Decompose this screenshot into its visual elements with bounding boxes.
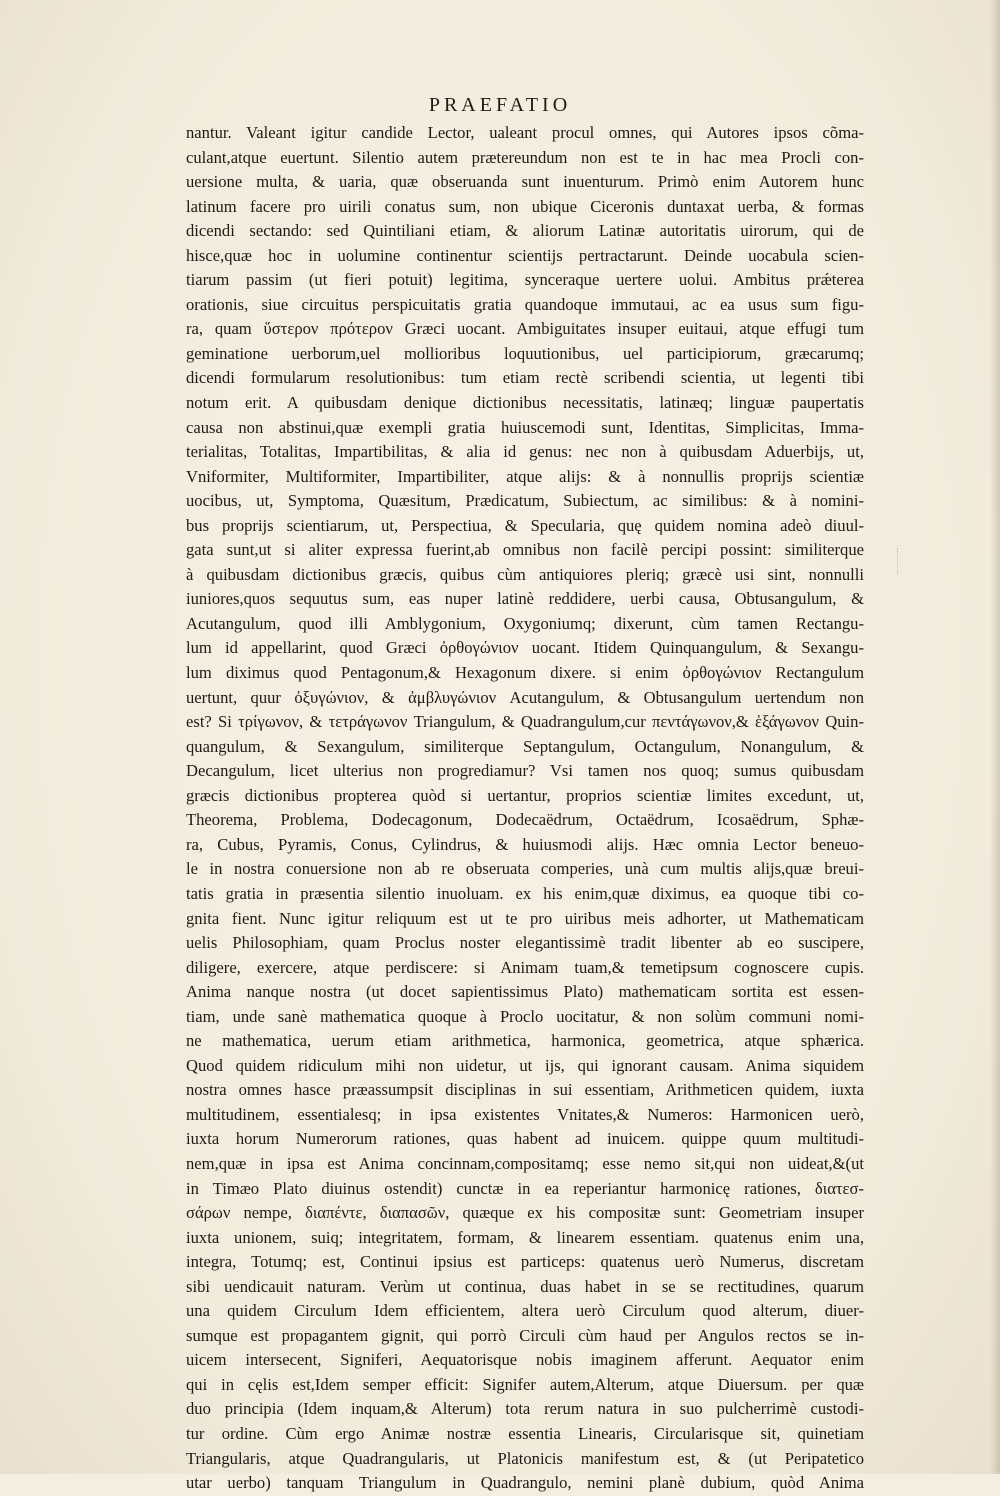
text-line: uelis Philosophiam, quam Proclus noster elegantissimè tradit libenter ab eo suscipere, [186,933,864,953]
text-line: tur ordine. Cùm ergo Animæ nostræ essentia Linearis, Circularisque sit, quinetiam [186,1423,864,1443]
text-line: hisce,quæ hoc in uolumine continentur scientijs pertractarunt. Deinde uocabula scien- [186,245,864,265]
text-line: Decangulum, licet ulterius non progrediamur? Vsi tamen nos quoq; sumus quibusdam [186,761,864,781]
text-line: Theorema, Problema, Dodecagonum, Dodecaëdrum, Octaëdrum, Icosaëdrum, Sphæ- [186,810,864,830]
text-line: Quod quidem ridiculum mihi non uidetur, ut ijs, qui ignorant causam. Anima siquidem [186,1055,864,1075]
text-line: ra, quam ὕστερον πρότερον Græci uocant. Ambiguitates insuper euitaui, atque effugi tum [186,319,864,339]
text-line: tiam, unde sanè mathematica quoque à Proclo uocitatur, & non solùm communi nomi- [186,1006,864,1026]
text-line: bus proprijs scientiarum, ut, Perspectiua, & Specularia, quę quidem nomina adeò diuul- [186,515,864,535]
text-line: duo principia (Idem inquam,& Alterum) tota rerum natura in suo pulcherrimè custodi- [186,1399,864,1419]
text-line: integra, Totumq; est, Continui ipsius est particeps: quatenus uerò Numerus, discretam [186,1252,864,1272]
text-line: uersione multa, & uaria, quæ obseruanda sunt inuenturum. Primò enim Autorem hunc [186,172,864,192]
text-line: uocibus, ut, Symptoma, Quæsitum, Prædicatum, Subiectum, ac similibus: & à nomini- [186,491,864,511]
text-line: Triangularis, atque Quadrangularis, ut Platonicis manifestum est, & (ut Peripatetico [186,1448,864,1468]
text-line: orationis, siue circuitus perspicuitatis gratia quandoque immutaui, ac ea usus sum figu- [186,294,864,314]
text-line: tiarum passim (ut fieri potuit) legitima, synceraque uertere uolui. Ambitus prǽterea [186,270,864,290]
text-line: gata sunt,ut si aliter expressa fuerint,ab omnibus non facilè percipi possint: similiterque [186,540,864,560]
text-line: utar uerbo) tanquam Triangulum in Quadrangulo, nemini planè dubium, quòd Anima [186,1473,864,1493]
text-line: iuxta horum Numerorum rationes, quas habent ad inuicem. quippe quum multitudi- [186,1129,864,1149]
text-line: uertunt, quur ὀξυγώνιον, & ἀμβλυγώνιον Acutangulum, & Obtusangulum uertendum non [186,687,864,707]
text-line: nostra omnes hasce præassumpsit disciplinas in sui essentiam, Arithmeticen quidem, iuxta [186,1080,864,1100]
text-line: Vniformiter, Multiformiter, Impartibiliter, atque alijs: & à nonnullis proprijs scientiæ [186,466,864,486]
body-text [186,121,864,1496]
text-line: nem,quæ in ipsa est Anima concinnam,compositamq; esse nemo sit,qui non uideat,&(ut [186,1153,864,1173]
text-line: terialitas, Totalitas, Impartibilitas, & alia id genus: nec non à quibusdam Aduerbijs, ut, [186,442,864,462]
text-line: in Timæo Plato diuinus ostendit) cunctæ in ea reperiantur harmonicę rationes, διατεσ- [186,1178,864,1198]
text-line: sumque est propagantem gignit, qui porrò Circuli cùm haud per Angulos rectos se in- [186,1325,864,1345]
text-line: dicendi sectando: sed Quintiliani etiam, & aliorum Latinæ autoritatis uirorum, qui de [186,221,864,241]
text-line: lum diximus quod Pentagonum,& Hexagonum dixere. si enim ὀρθογώνιον Rectangulum [186,663,864,683]
text-line: tatis gratia in præsentia silentio inuoluam. ex his enim,quæ diximus, ea quoque tibi co- [186,883,864,903]
text-line: iuniores,quos sequutus sum, eas nuper latinè reddidere, uerbi causa, Obtusangulum, & [186,589,864,609]
text-line: dicendi formularum resolutionibus: tum etiam rectè scribendi scientia, ut legenti tibi [186,368,864,388]
text-line: sibi uendicauit naturam. Verùm ut continua, duas habet in se se rectitudines, quarum [186,1276,864,1296]
text-line: σάρων nempe, διαπέντε, διαπασῶν, quæque ex his compositæ sunt: Geometriam insuper [186,1203,864,1223]
text-line: græcis dictionibus propterea quòd si uertantur, proprios scientiæ limites excedunt, ut, [186,785,864,805]
text-line: ne mathematica, uerum etiam arithmetica, harmonica, geometrica, atque sphærica. [186,1031,864,1051]
running-head: PRAEFATIO [428,94,572,116]
text-line: geminatione uerborum,uel mollioribus loquutionibus, uel participiorum, græcarumq; [186,343,864,363]
text-line: lum id appellarint, quod Græci ὀρθογώνιον uocant. Itidem Quinquangulum, & Sexangu- [186,638,864,658]
text-line: iuxta unionem, suiq; integritatem, formam, & linearem essentiam. quatenus enim una, [186,1227,864,1247]
text-line: multitudinem, essentialesq; in ipsa existentes Vnitates,& Numeros: Harmonicen uerò, [186,1104,864,1124]
margin-mark [897,548,904,574]
text-line: est? Si τρίγωνον, & τετράγωνον Triangulum, & Quadrangulum,cur πεντάγωνον,& ἑξάγωνον Quin- [186,712,864,732]
text-line: latinum facere pro uirili conatus sum, non ubique Ciceronis duntaxat uerba, & formas [186,196,864,216]
text-line: quangulum, & Sexangulum, similiterque Septangulum, Octangulum, Nonangulum, & [186,736,864,756]
text-line: le in nostra conuersione non ab re obseruata comperies, unà cum multis alijs,quæ breui- [186,859,864,879]
text-line: diligere, exercere, atque perdiscere: si Animam tuam,& temetipsum cognoscere cupis. [186,957,864,977]
text-line: causa non abstinui,quæ exempli gratia huiuscemodi sunt, Identitas, Simplicitas, Imma- [186,417,864,437]
text-line: notum erit. A quibusdam denique dictionibus necessitatis, latinæq; linguæ paupertatis [186,393,864,413]
text-line: gnita fient. Nunc igitur reliquum est ut te pro uiribus meis adhorter, ut Mathematicam [186,908,864,928]
text-line: Anima nanque nostra (ut docet sapientissimus Plato) mathematicam sortita est essen- [186,982,864,1002]
page-edge-shadow [990,0,1000,1474]
text-line: ra, Cubus, Pyramis, Conus, Cylindrus, & huiusmodi alijs. Hæc omnia Lector beneuo- [186,834,864,854]
text-line: Acutangulum, quod illi Amblygonium, Oxygoniumq; dixerunt, cùm tamen Rectangu- [186,613,864,633]
text-line: una quidem Circulum Idem efficientem, altera uerò Circulum quod alterum, diuer- [186,1301,864,1321]
text-line: culant,atque euertunt. Silentio autem prætereundum non est te in hac mea Procli con- [186,147,864,167]
text-line: nantur. Valeant igitur candide Lector, ualeant procul omnes, qui Autores ipsos cõma- [186,123,864,142]
text-line: qui in cęlis est,Idem semper efficit: Signifer autem,Alterum, atque Diuersum. per quæ [186,1374,864,1394]
text-line: à quibusdam dictionibus græcis, quibus cùm antiquiores pleriq; græcè usi sint, nonnulli [186,564,864,584]
text-line: uicem intersecent, Signiferi, Aequatorisque nobis imaginem afferunt. Aequator enim [186,1350,864,1370]
